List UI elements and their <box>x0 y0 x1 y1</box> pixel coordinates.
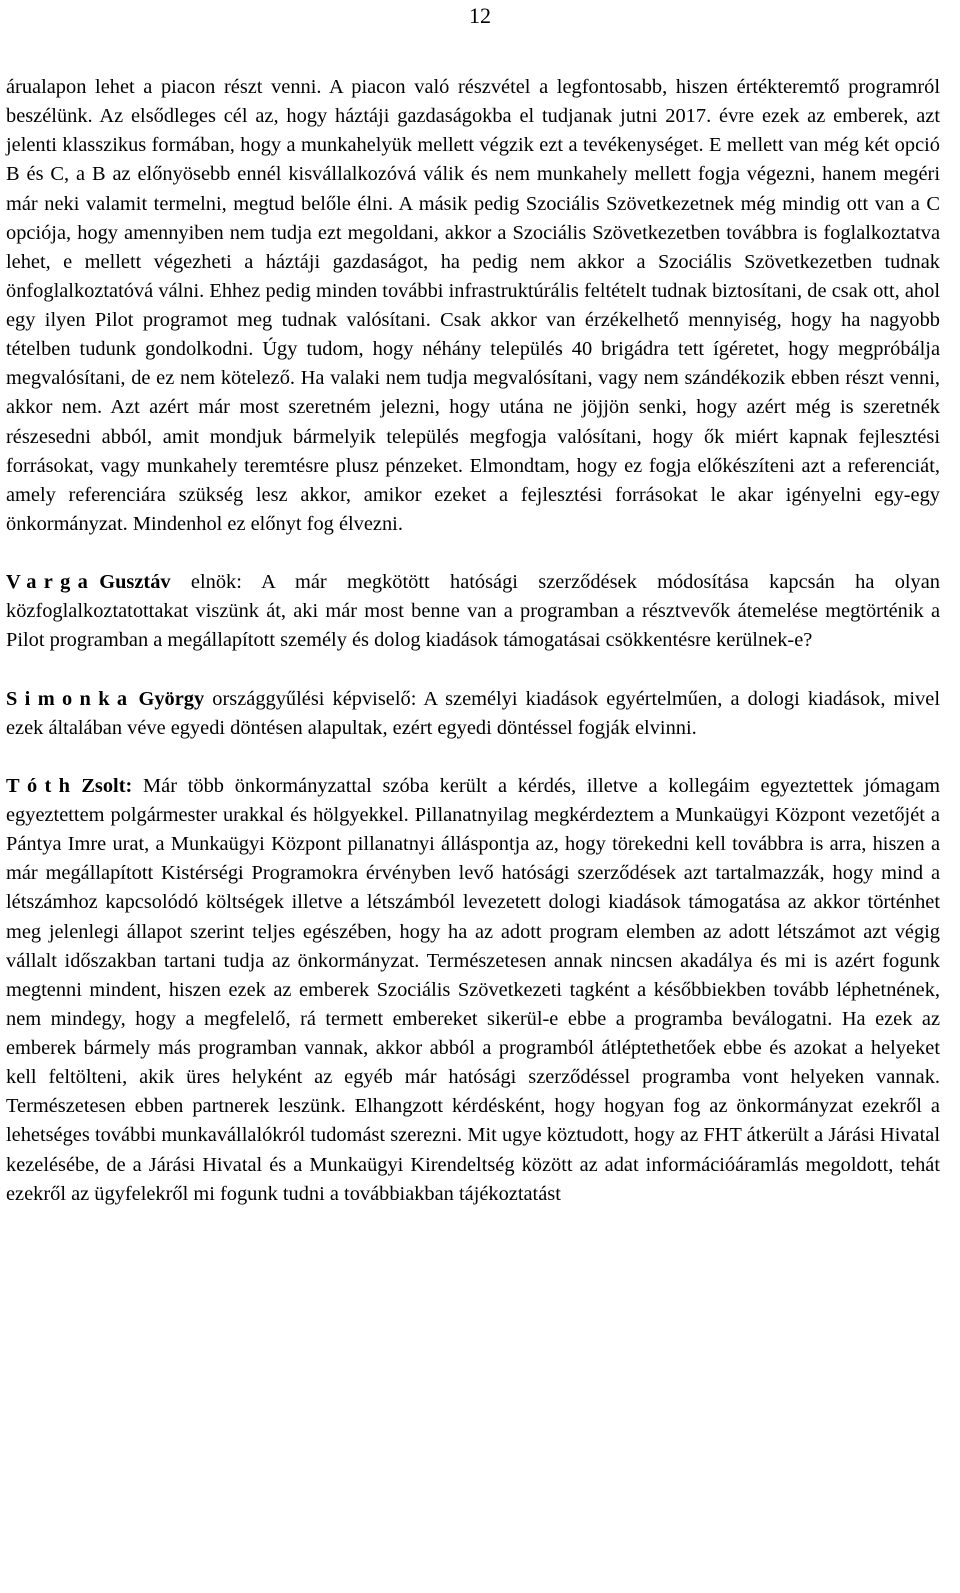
speech-paragraph-simonka <box>6 685 940 743</box>
intro-paragraph: árualapon lehet a piacon részt venni. A piacon való részvétel a legfontosabb, hiszen értékteremtő programról beszélünk. Az elsődleges cél az, hogy háztáji gazdaságokba el tudjanak jutni 2017. évre ezek az emberek, azt jelenti klasszikus formában, hogy a munkahelyük mellett végzik ezt a tevékenységet. E mellett van még két opció B és C, a B az előnyösebb ennél kisvállalkozóvá válik és nem munkahely mellett fogja végezni, hanem megéri már neki valamit termelni, megtud belőle élni. A másik pedig Szociális Szövetkezetnek még mindig ott van a C opciója, hogy amennyiben nem tudja ezt megoldani, akkor a Szociális Szövetkezetben továbbra is foglalkoztatva lehet, e mellett végezheti a háztáji gazdaságot, ha pedig nem akkor a Szociális Szövetkezetben tudnak önfoglalkoztatóvá válni. Ehhez pedig minden további infrastruktúrális feltételt tudnak biztosítani, de csak ott, ahol egy ilyen Pilot programot meg tudnak valósítani. Csak akkor van érzékelhető mennyiség, hogy ha nagyobb tételben tudunk gondolkodni. Úgy tudom, hogy néhány település 40 brigádra tett ígéretet, hogy megpróbálja megvalósítani, de ez nem kötelező. Ha valaki nem tudja megvalósítani, vagy nem szándékozik ebben részt venni, akkor nem. Azt azért már most szeretném jelezni, hogy utána ne jöjjön senki, hogy azért még is szeretnék részesedni abból, amit mondjuk bármelyik település megfogja valósítani, hogy ők miért kapnak fejlesztési forrásokat, vagy munkahely teremtésre plusz pénzeket. Elmondtam, hogy ez fogja előkészíteni azt a referenciát, amely referenciára szükség lesz akkor, amikor ezeket a fejlesztési forrásokat le akar igényelni egy-egy önkormányzat. Mindenhol ez előnyt fog élvezni. <box>6 76 940 535</box>
speaker-name <box>6 775 132 797</box>
document-body <box>6 73 940 1209</box>
speaker-name <box>6 571 171 593</box>
speaker-surname: Varga <box>6 571 96 594</box>
page-number: 12 <box>469 3 491 28</box>
speaker-surname: Simonka <box>6 687 135 710</box>
speech-text: Már több önkormányzattal szóba került a kérdés, illetve a kollegáim egyeztettek jómagam egyeztettem polgármester urakkal és hölgyekkel. Pillanatnyilag megkérdeztem a Munkaügyi Központ vezetőjét a Pántya Imre urat, a Munkaügyi Központ pillanatnyi álláspontja az, hogy törekedni kell továbbra is arra, hiszen a már megállapított Kistérségi Programokra érvényben levő hatósági szerződések azt tartalmazzák, hogy mind a létszámhoz kapcsolódó költségek illetve a létszámból levezetett dologi kiadások támogatása az akkor történhet meg jelenlegi állapot szerint teljes egészében, hogy ha az adott program elemben az adott létszámot azt végig vállalt időszakban tartani tudja az önkormányzat. Természetesen annak nincsen akadálya és mi is azért fogunk megtenni mindent, hiszen ezek az emberek Szociális Szövetkezeti tagként a későbbiekben tovább léphetnének, nem mindegy, hogy a megfelelő, rá termett embereket sikerül-e ebbe a programba beválogatni. Ha ezek az emberek bármely más programban vannak, akkor abból a programból átléptethetőek ebbe és azokat a helyeket kell feltölteni, akik üres helyként az egyéb már hatósági szerződéssel programba vont helyeken vannak. Természetesen ebben partnerek leszünk. Elhangzott kérdésként, hogy hogyan fog az önkormányzat ezekről a lehetséges további munkavállalókról tudomást szerezni. Mit ugye köztudott, hogy az FHT átkerült a Járási Hivatal kezelésébe, de a Járási Hivatal és a Munkaügyi Kirendeltség között az adat információáramlás megoldott, tehát ezekről az ügyfelekről mi fogunk tudni a továbbiakban tájékoztatást <box>6 774 940 1205</box>
speech-paragraph-varga <box>6 568 940 655</box>
speaker-given-name: György <box>138 687 205 710</box>
speech-text: elnök: A már megkötött hatósági szerződések módosítása kapcsán ha olyan közfoglalkoztatottakat viszünk át, aki már most benne van a programban a résztvevők átemelése megtörténik a Pilot programban a megállapított személy és dolog kiadások támogatásai csökkentésre kerülnek-e? <box>6 571 940 652</box>
speaker-given-name: Gusztáv <box>99 571 171 594</box>
speech-text: országgyűlési képviselő: A személyi kiadások egyértelműen, a dologi kiadások, mivel ezek általában véve egyedi döntésen alapultak, ezért egyedi döntéssel fogják elvinni. <box>6 687 940 739</box>
speaker-surname: Tóth <box>6 774 78 797</box>
speech-paragraph-toth <box>6 772 940 1209</box>
speaker-name <box>6 688 204 710</box>
speaker-given-name: Zsolt: <box>81 774 133 797</box>
